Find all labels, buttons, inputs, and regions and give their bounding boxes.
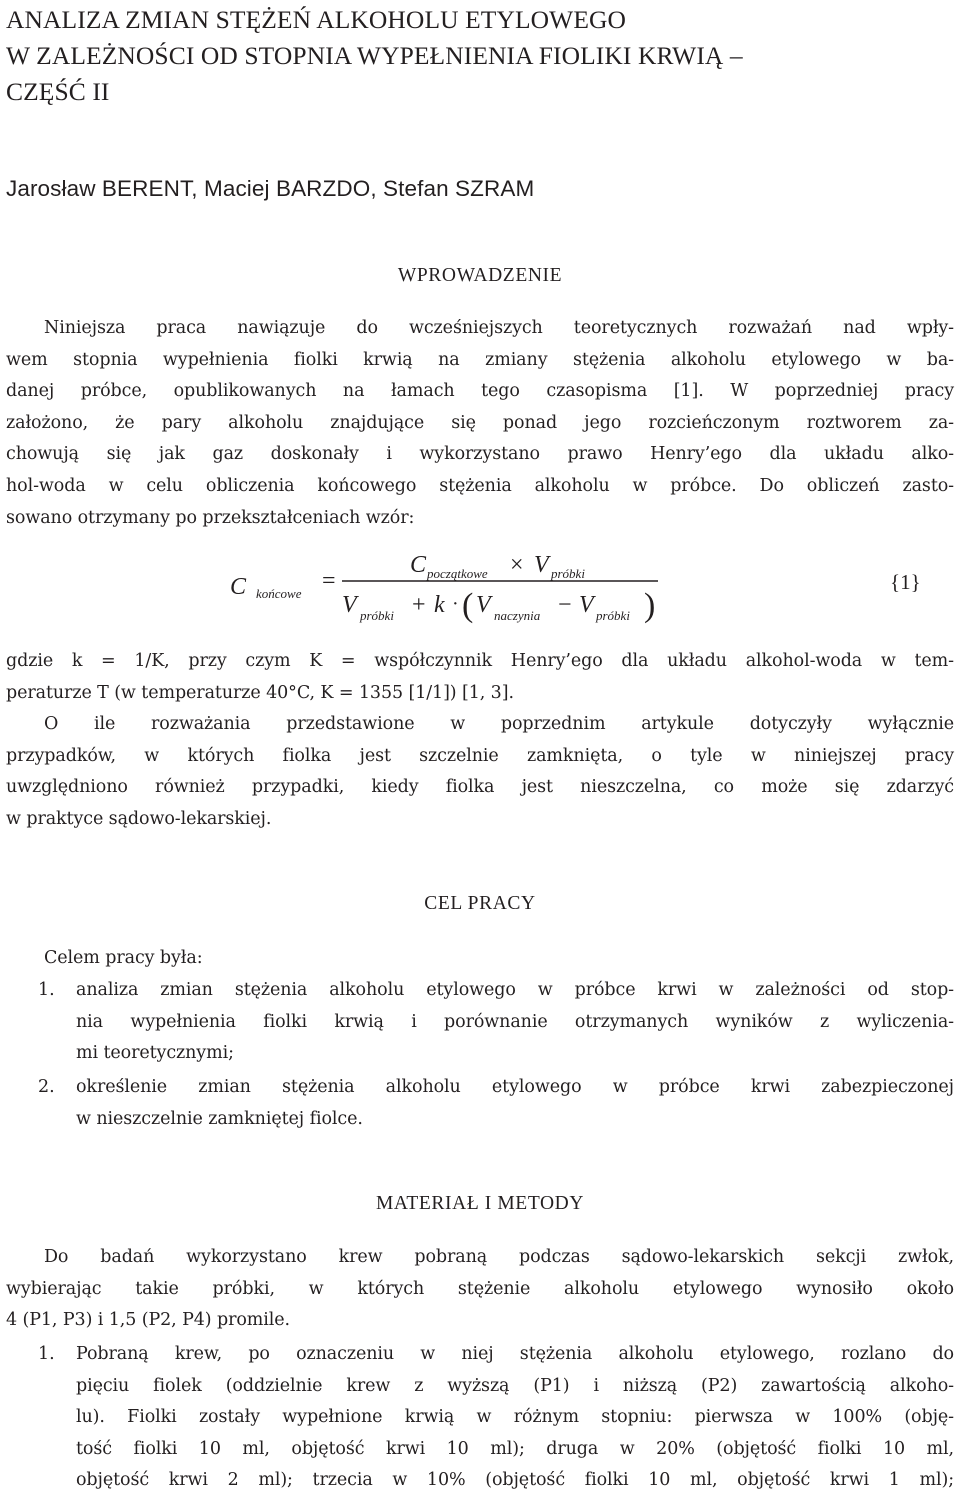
goal-intro xyxy=(6,943,954,975)
paragraph-line: Celem pracy była: xyxy=(44,948,203,968)
eq-numerator-v: V xyxy=(534,552,549,578)
paragraph-line: wem stopnia wypełnienia fiolki krwią na zmiany stężenia alkoholu etylowego w ba- xyxy=(6,349,954,370)
paragraph-line: analiza zmian stężenia alkoholu etylowego w próbce krwi w zależności od stop- xyxy=(76,980,954,1000)
eq-numerator-v-subscript: próbki xyxy=(551,566,585,581)
equation-1 xyxy=(230,548,960,638)
eq-plus-sign: + xyxy=(412,592,426,618)
eq-denominator-v2-subscript: naczynia xyxy=(494,608,541,623)
eq-k: k xyxy=(434,592,445,618)
paragraph-line: Niniejsza praca nawiązuje do wcześniejszych teoretycznych rozważań nad wpły- xyxy=(44,318,954,338)
eq-denominator-v1-subscript: próbki xyxy=(360,608,394,623)
paragraph-line: w nieszczelnie zamkniętej fiolce. xyxy=(76,1108,363,1129)
paragraph-line: peraturze T (w temperaturze 40°C, K = 1355 [1/1]) [1, 3]. xyxy=(6,682,514,703)
paragraph-line: tość fiolki 10 ml, objętość krwi 10 ml); druga w 20% (objętość fiolki 10 ml, xyxy=(76,1438,954,1459)
list-item-number: 1. xyxy=(38,1344,55,1364)
eq-numerator-c-subscript: początkowe xyxy=(427,566,488,581)
paragraph-line: objętość krwi 2 ml); trzecia w 10% (objętość fiolki 10 ml, objętość krwi 1 ml); xyxy=(76,1470,954,1491)
equation-number: {1} xyxy=(890,570,921,594)
eq-numerator-c: C xyxy=(410,552,427,578)
eq-lhs-symbol: C xyxy=(230,574,247,600)
eq-close-paren: ) xyxy=(644,587,656,624)
paragraph-line: wybierając takie próbki, w których stężenie alkoholu etylowego wynosiło około xyxy=(6,1278,954,1299)
eq-denominator-v3-subscript: próbki xyxy=(596,608,630,623)
list-item-number: 2. xyxy=(38,1077,55,1097)
list-item-text xyxy=(76,1072,954,1135)
article-title xyxy=(6,2,956,110)
paragraph-line: pięciu fiolek (oddzielnie krew z wyższą (P1) i niższą (P2) zawartością alkoho- xyxy=(76,1375,954,1396)
title-line: ANALIZA ZMIAN STĘŻEŃ ALKOHOLU ETYLOWEGO xyxy=(6,5,627,34)
methods-paragraph xyxy=(6,1242,954,1337)
paragraph-line: 4 (P1, P3) i 1,5 (P2, P4) promile. xyxy=(6,1310,290,1331)
paragraph-line: określenie zmian stężenia alkoholu etylowego w próbce krwi zabezpieczonej xyxy=(76,1077,954,1097)
paragraph-line: przypadków, w których fiolka jest szczelnie zamknięta, o tyle w niniejszej pracy xyxy=(6,745,954,766)
eq-lhs-subscript: końcowe xyxy=(256,586,302,601)
paragraph-line: mi teoretycznymi; xyxy=(76,1043,234,1064)
paragraph-line: nia wypełnienia fiolki krwią i porównanie otrzymanych wyników z wyliczenia- xyxy=(76,1011,954,1032)
paragraph-line: Pobraną krew, po oznaczeniu w niej stężenia alkoholu etylowego, rozlano do xyxy=(76,1344,954,1364)
section-heading-methods: MATERIAŁ I METODY xyxy=(375,1193,585,1214)
list-item-number: 1. xyxy=(38,980,55,1000)
paragraph-line: hol-woda w celu obliczenia końcowego stężenia alkoholu w próbce. Do obliczeń zasto- xyxy=(6,475,954,496)
eq-denominator-v3: V xyxy=(579,592,594,618)
intro-paragraph xyxy=(6,313,954,534)
eq-denominator-v1: V xyxy=(342,592,357,618)
paragraph-line: Do badań wykorzystano krew pobraną podczas sądowo-lekarskich sekcji zwłok, xyxy=(44,1247,954,1267)
equation-explanation xyxy=(6,646,954,709)
second-paragraph xyxy=(6,709,954,835)
eq-open-paren: ( xyxy=(462,587,474,624)
paragraph-line: w praktyce sądowo-lekarskiej. xyxy=(6,808,272,829)
section-heading-goal: CEL PRACY xyxy=(424,893,536,914)
eq-dot: · xyxy=(452,593,459,615)
paragraph-line: lu). Fiolki zostały wypełnione krwią w różnym stopniu: pierwsza w 100% (obję- xyxy=(76,1407,954,1428)
eq-denominator-v2: V xyxy=(476,592,491,618)
authors: Jarosław BERENT, Maciej BARZDO, Stefan SZRAM xyxy=(6,176,535,201)
eq-equals-sign: = xyxy=(322,568,336,594)
paragraph-line: założono, że pary alkoholu znajdujące się ponad jego rozcieńczonym roztworem za- xyxy=(6,412,954,433)
paragraph-line: gdzie k = 1/K, przy czym K = współczynnik Henry’ego dla układu alkohol-woda w tem- xyxy=(6,651,954,671)
paragraph-line: sowano otrzymany po przekształceniach wzór: xyxy=(6,507,415,528)
eq-times-sign: × xyxy=(510,552,524,578)
list-item-text xyxy=(76,975,954,1070)
paragraph-line: chowują się jak gaz doskonały i wykorzystano prawo Henry’ego dla układu alko- xyxy=(6,444,954,465)
title-line: CZĘŚĆ II xyxy=(6,77,110,106)
title-line: W ZALEŻNOŚCI OD STOPNIA WYPEŁNIENIA FIOLIKI KRWIĄ – xyxy=(6,41,743,70)
list-item-text xyxy=(76,1339,954,1497)
paragraph-line: danej próbce, opublikowanych na łamach tego czasopisma [1]. W poprzedniej pracy xyxy=(6,381,954,402)
section-heading-introduction: WPROWADZENIE xyxy=(397,265,563,286)
paragraph-line: uwzględniono również przypadki, kiedy fiolka jest nieszczelna, co może się zdarzyć xyxy=(6,777,954,798)
paragraph-line: O ile rozważania przedstawione w poprzednim artykule dotyczyły wyłącznie xyxy=(44,714,954,734)
eq-minus-sign: − xyxy=(558,592,572,618)
